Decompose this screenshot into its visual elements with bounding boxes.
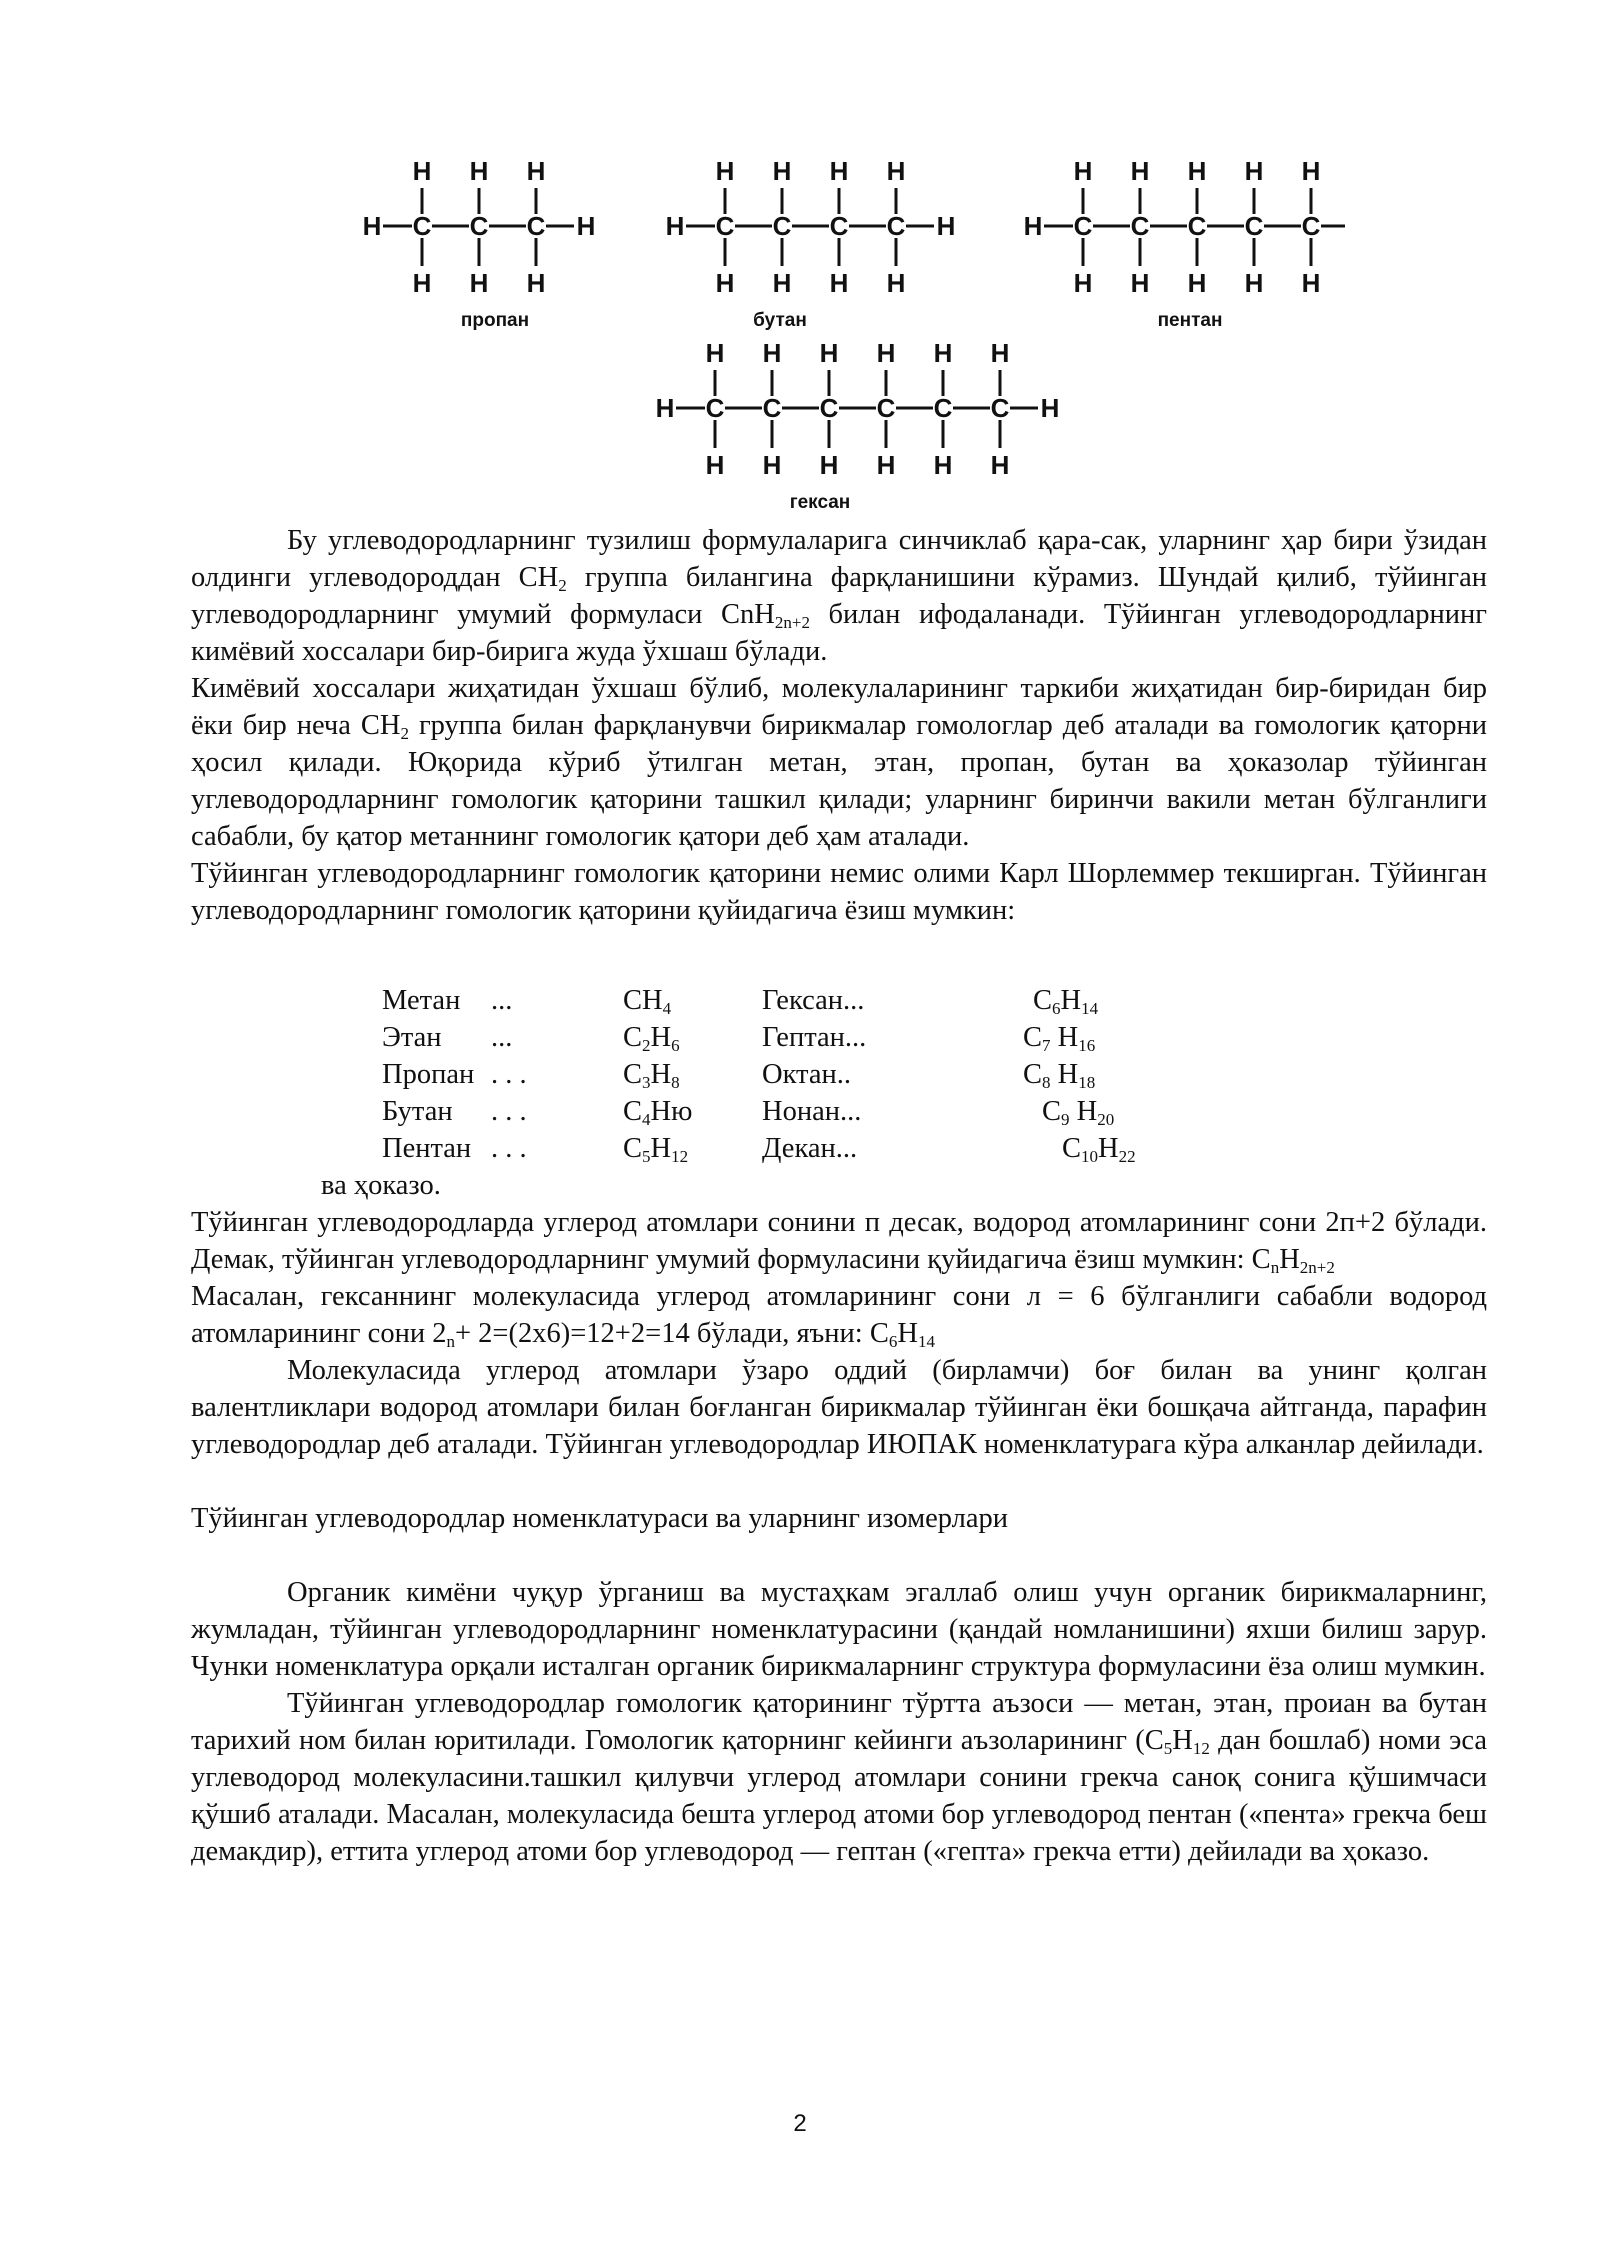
carbon-atom: C [1130, 211, 1150, 241]
series-dots: . . . [491, 1096, 527, 1127]
series-name-2: Октан.. [762, 1059, 852, 1090]
carbon-atom: C [412, 211, 432, 241]
hydrogen-atom: H [1244, 268, 1264, 298]
carbon-atom: C [762, 393, 782, 423]
hydrogen-atom: H [933, 450, 953, 480]
hydrogen-atom: H [819, 338, 839, 368]
molecule-caption: пропан [460, 310, 530, 331]
carbon-atom: C [819, 393, 839, 423]
hydrogen-atom: H [1244, 156, 1264, 186]
series-row [191, 982, 1487, 1019]
carbon-atom: C [469, 211, 489, 241]
series-row [191, 1019, 1487, 1056]
hydrogen-atom: H [829, 268, 849, 298]
series-name-2: Декан... [762, 1133, 858, 1164]
carbon-atom: C [526, 211, 546, 241]
page-number: 2 [793, 2110, 807, 2137]
hydrogen-atom: H [990, 450, 1010, 480]
paragraph-1: Бу углеводородларнинг тузилиш формулаларига синчиклаб қара-сак, уларнинг ҳар бири ўзидан олдинги углеводороддан $СН_2$ группа билангина фарқланишини кўрамиз. Шундай қилиб, тўйинган углеводородларнинг умумий формуласи СnН$_{2n+2}$ билан ифодаланади. Тўйинган углеводородларнинг кимёвий хоссалари бир-бирига жуда ўхшаш бўлади. [191, 525, 1487, 667]
hydrogen-atom: H [362, 211, 382, 241]
paragraph-6: Молекуласида углерод атомлари ўзаро оддий (бирламчи) боғ билан ва унинг қолган валентликлари водород атомлари билан боғланган бирикмалар тўйинган ёки бошқача айтганда, парафин углеводородлар деб аталади. Тўйинган углеводородлар ИЮПАК номенклатурага кўра алканлар дейилади. [191, 1355, 1487, 1460]
series-formula: $С_4Ню$ [623, 1096, 693, 1129]
hydrogen-atom: H [412, 268, 432, 298]
series-row [191, 1130, 1487, 1167]
hydrogen-atom: H [1187, 268, 1207, 298]
hydrogen-atom: H [576, 211, 596, 241]
hydrogen-atom: H [526, 156, 546, 186]
series-name: Пропан [382, 1059, 475, 1090]
series-dots: ... [491, 985, 513, 1016]
series-formula: $С_2Н_6$ [623, 1022, 680, 1055]
hydrogen-atom: H [412, 156, 432, 186]
hydrogen-atom: H [1130, 156, 1150, 186]
carbon-atom: C [829, 211, 849, 241]
molecule-caption: пентан [1157, 310, 1223, 331]
hydrogen-atom: H [819, 450, 839, 480]
paragraph-3: Тўйинган углеводородларнинг гомологик қаторини немис олими Карл Шорлеммер текширган. Тўйинган углеводородларнинг гомологик қаторини қуйидагича ёзиш мумкин: [191, 858, 1487, 926]
carbon-atom: C [705, 393, 725, 423]
hydrogen-atom: H [933, 338, 953, 368]
hydrogen-atom: H [762, 450, 782, 480]
hydrogen-atom: H [1023, 211, 1043, 241]
series-name: Пентан [382, 1133, 472, 1164]
hydrogen-atom: H [1301, 268, 1321, 298]
hydrogen-atom: H [762, 338, 782, 368]
carbon-atom: C [990, 393, 1010, 423]
carbon-atom: C [715, 211, 735, 241]
series-dots: . . . [491, 1059, 527, 1090]
hydrogen-atom: H [990, 338, 1010, 368]
molecule-caption: бутан [753, 310, 807, 331]
hydrogen-atom: H [1301, 156, 1321, 186]
structural-formulas-svg [330, 140, 1380, 520]
etc-line: ва ҳоказо. [321, 1170, 441, 1201]
paragraph-2: Кимёвий хоссалари жиҳатидан ўхшаш бўлиб, молекулаларининг таркиби жиҳатидан бир-биридан бир ёки бир неча $СН_2$ группа билан фарқланувчи бирикмалар гомологлар деб аталади ва гомологик қаторни ҳосил қилади. Юқорида кўриб ўтилган метан, этан, пропан, бутан ва ҳоказолар тўйинган углеводородларнинг гомологик қаторини ташкил қилади; уларнинг биринчи вакили метан бўлганлиги сабабли, бу қатор метаннинг гомологик қатори деб ҳам аталади. [191, 673, 1487, 852]
series-formula-2: $С_8$ $Н_{18}$ [1023, 1059, 1096, 1092]
paragraph-4: Тўйинган углеводородларда углерод атомлари сонини п десак, водород атомларининг сони 2п+2 бўлади. Демак, тўйинган углеводородларнинг умумий формуласини қуйидагича ёзиш мумкин: $С_nН_{2n+2}$ [191, 1207, 1487, 1277]
hydrogen-atom: H [876, 338, 896, 368]
series-name-2: Гексан... [762, 985, 865, 1016]
series-name: Этан [382, 1022, 442, 1053]
hydrogen-atom: H [655, 393, 675, 423]
paragraph-8: Тўйинган углеводородлар гомологик қаторининг тўртта аъзоси — метан, этан, проиан ва бутан тарихий ном билан юритилади. Гомологик қаторнинг кейинги аъзоларининг ($С_5Н_{12}$ дан бошлаб) номи эса углеводород молекуласини.ташкил қилувчи углерод атомлари сонини грекча саноқ сонига қўшимчаси қўшиб аталади. Масалан, молекуласида бешта углерод атоми бор углеводород пентан («пента» грекча беш демакдир), еттита углерод атоми бор углеводород — гептан («гепта» грекча етти) дейилади ва ҳоказо. [191, 1688, 1487, 1867]
carbon-atom: C [1301, 211, 1321, 241]
hydrogen-atom: H [772, 268, 792, 298]
series-dots: . . . [491, 1133, 527, 1164]
carbon-atom: C [933, 393, 953, 423]
series-row [191, 1093, 1487, 1130]
section-heading: Тўйинган углеводородлар номенклатураси ва уларнинг изомерлари [191, 1503, 1009, 1534]
hydrogen-atom: H [829, 156, 849, 186]
series-row [191, 1056, 1487, 1093]
paragraph-5: Масалан, гексаннинг молекуласида углерод атомларининг сони л = 6 бўлганлиги сабабли водород атомларининг сони $2_n+ 2=(2х6)=12+2=14$ бўлади, яъни: $С_6Н_{14}$ [191, 1281, 1487, 1351]
page-body [191, 522, 1487, 1870]
hydrogen-atom: H [1073, 268, 1093, 298]
hydrogen-atom: H [772, 156, 792, 186]
hydrogen-atom: H [936, 211, 956, 241]
hydrogen-atom: H [715, 156, 735, 186]
series-formula: $СН_4$ [623, 985, 672, 1018]
hydrogen-atom: H [1073, 156, 1093, 186]
hydrogen-atom: H [1187, 156, 1207, 186]
hydrogen-atom: H [886, 156, 906, 186]
series-formula-2: $С_6Н_{14}$ [1033, 985, 1099, 1018]
series-name-2: Гептан... [762, 1022, 867, 1053]
carbon-atom: C [1244, 211, 1264, 241]
hydrogen-atom: H [705, 450, 725, 480]
structural-formulas-figure [330, 140, 1380, 520]
hydrogen-atom: H [526, 268, 546, 298]
series-formula-2: $С_9$ $Н_{20}$ [1042, 1096, 1115, 1129]
series-formula: $С_5Н_{12}$ [623, 1133, 689, 1166]
series-name: Метан [382, 985, 461, 1016]
series-formula-2: $С_{10}Н_{22}$ [1062, 1133, 1136, 1166]
hydrogen-atom: H [886, 268, 906, 298]
carbon-atom: C [772, 211, 792, 241]
hydrogen-atom: H [1040, 393, 1060, 423]
hydrogen-atom: H [665, 211, 685, 241]
hydrogen-atom: H [715, 268, 735, 298]
series-formula-2: $С_7$ $Н_{16}$ [1023, 1022, 1096, 1055]
carbon-atom: C [1187, 211, 1207, 241]
hydrogen-atom: H [469, 156, 489, 186]
hydrogen-atom: H [705, 338, 725, 368]
paragraph-7: Органик кимёни чуқур ўрганиш ва мустаҳкам эгаллаб олиш учун органик бирикмаларнинг, жумладан, тўйинган углеводородларнинг номенклатурасини (қандай номланишини) яхши билиш зарур. Чунки номенклатура орқали исталган органик бирикмаларнинг структура формуласини ёза олиш мумкин. [191, 1577, 1487, 1682]
series-dots: ... [491, 1022, 513, 1053]
carbon-atom: C [1073, 211, 1093, 241]
carbon-atom: C [886, 211, 906, 241]
hydrogen-atom: H [1130, 268, 1150, 298]
series-name: Бутан [382, 1096, 453, 1127]
series-formula: $С_3Н_8$ [623, 1059, 680, 1092]
homologous-series-table [191, 982, 1487, 1167]
hydrogen-atom: H [469, 268, 489, 298]
series-name-2: Нонан... [762, 1096, 862, 1127]
carbon-atom: C [876, 393, 896, 423]
hydrogen-atom: H [876, 450, 896, 480]
molecule-caption: гексан [789, 492, 851, 513]
